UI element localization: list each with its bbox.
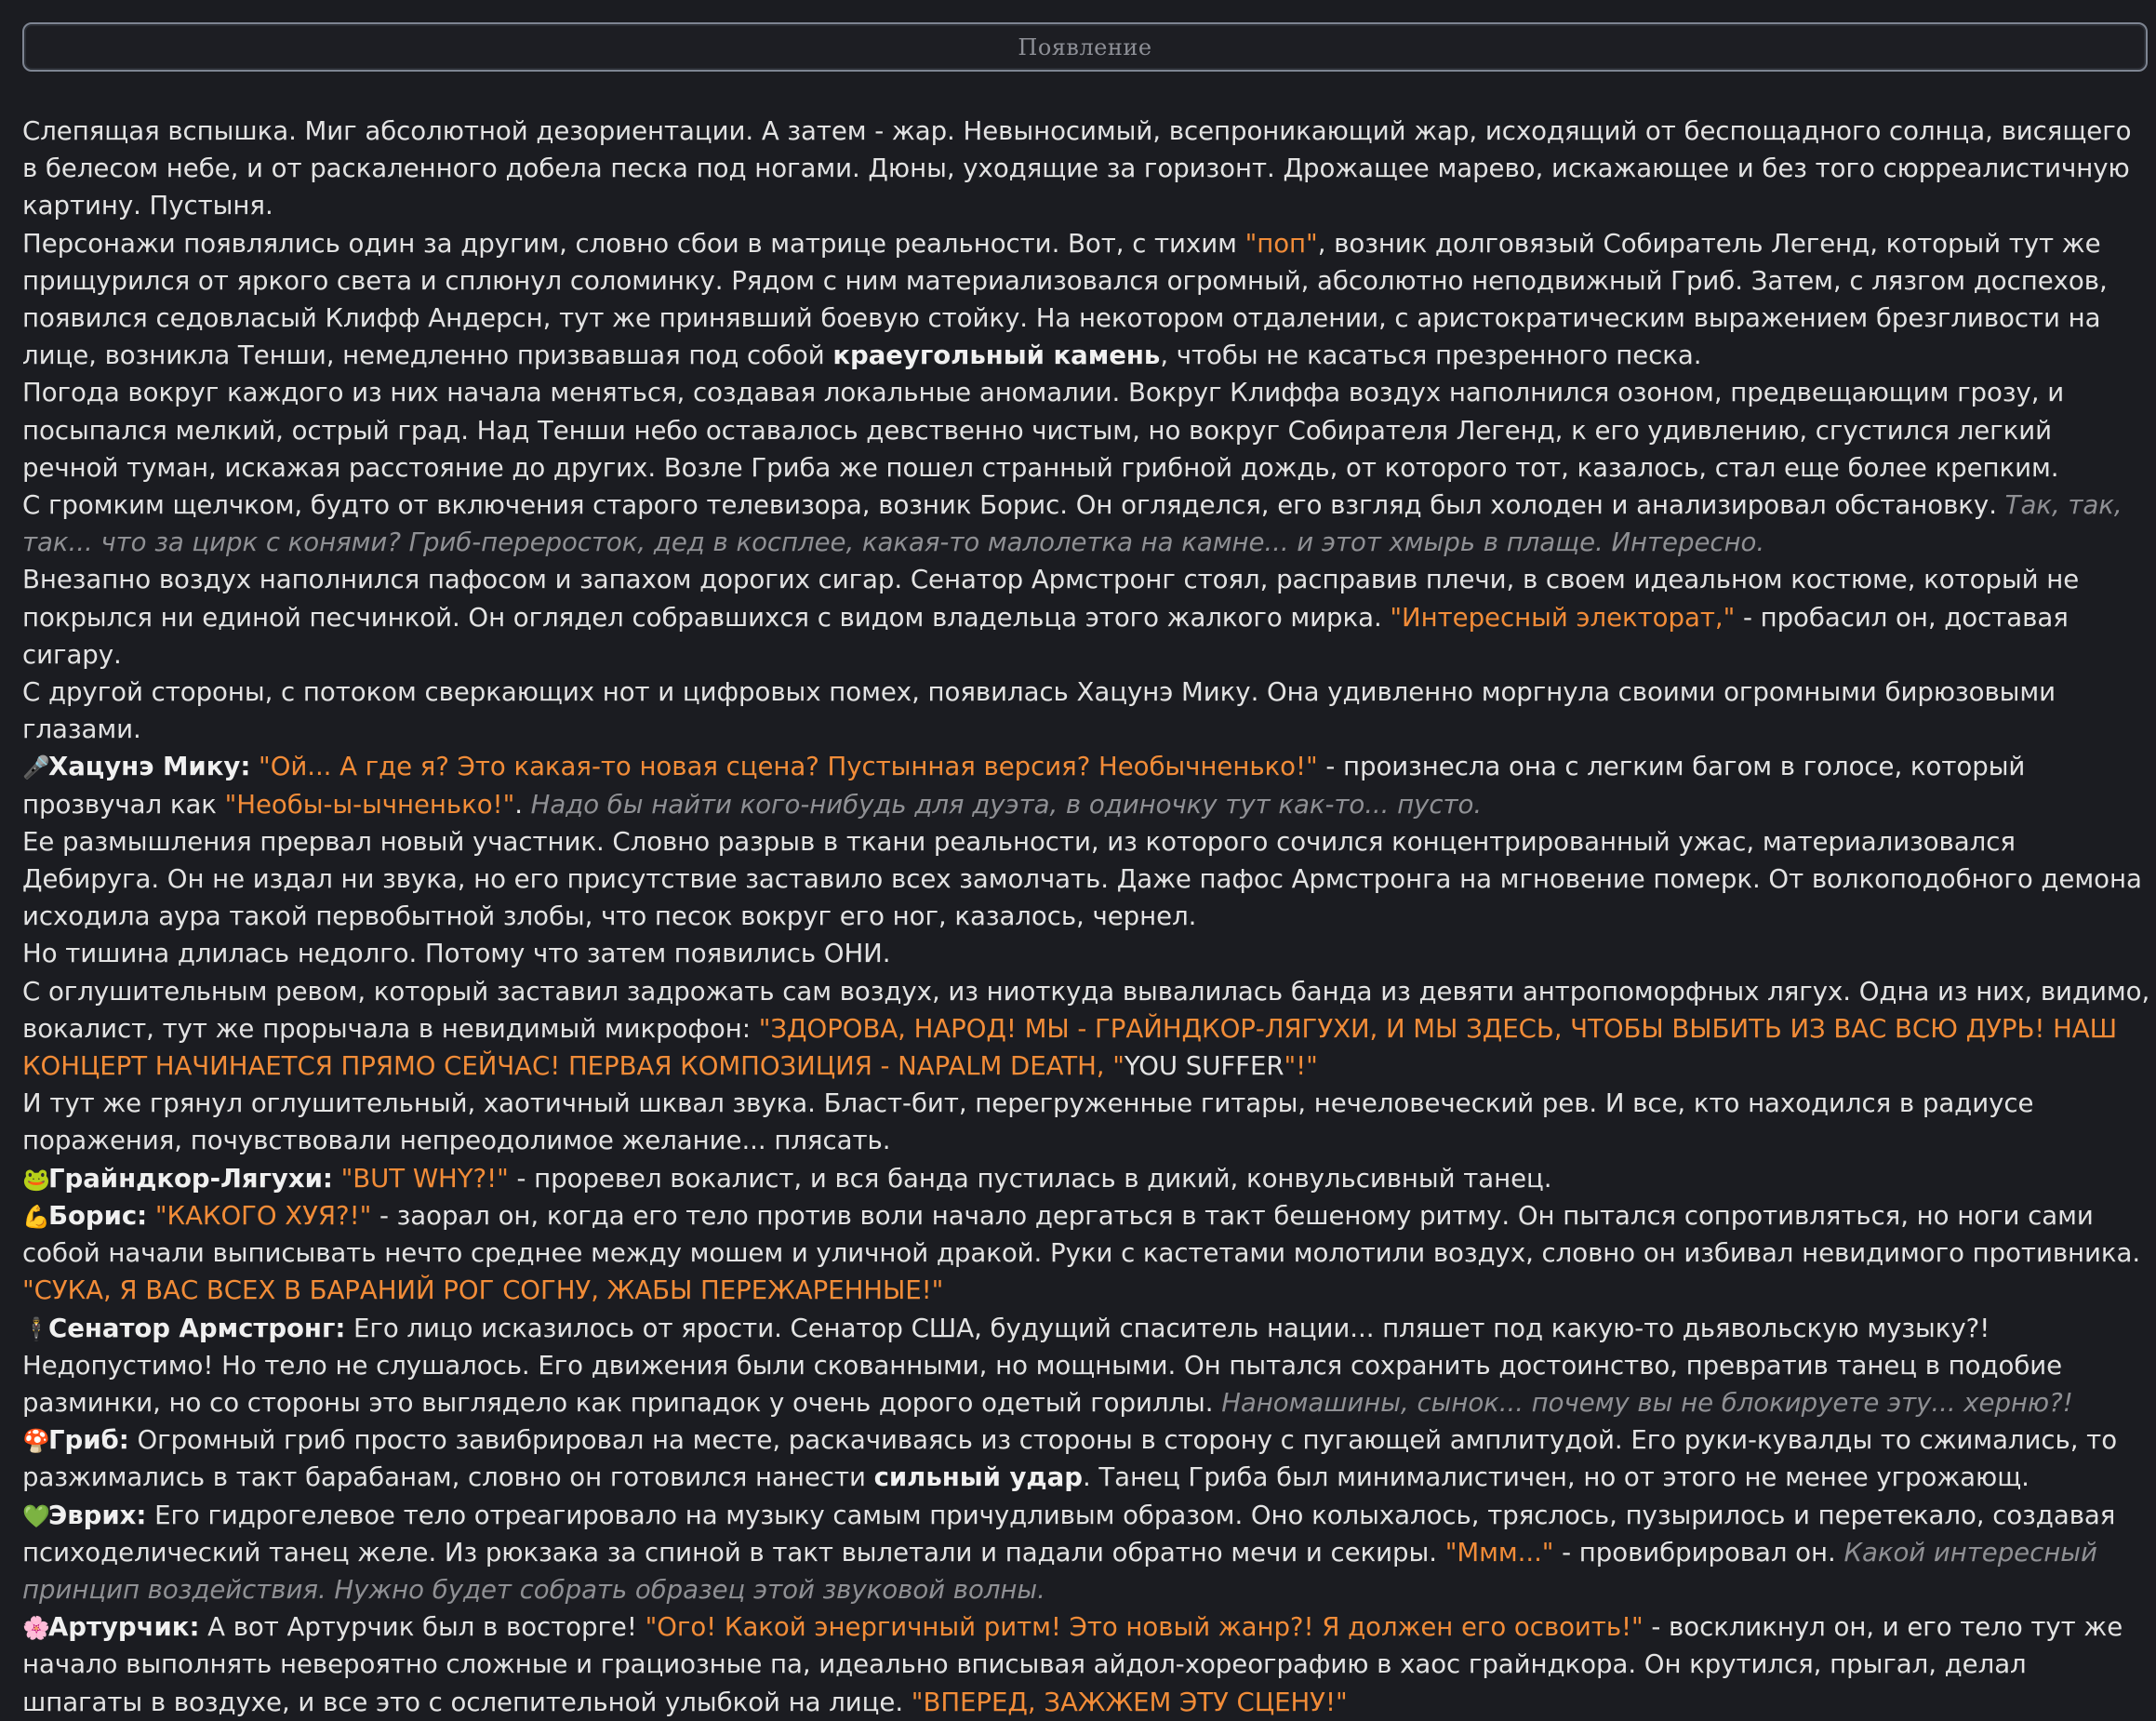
narration-text: Внезапно воздух наполнился пафосом и запахом дорогих сигар. Сенатор Армстронг стоял, расправив плечи, в своем идеальном костюме, который не покрылся ни единой песчинкой. Он оглядел собравшихся с видом владельца этого жалкого мирка.: [22, 564, 2080, 633]
story-paragraph: [22, 225, 2154, 375]
narration-text: Слепящая вспышка. Миг абсолютной дезориентации. А затем - жар. Невыносимый, всепроникающий жар, исходящий от беспощадного солнца, висящего в белесом небе, и от раскаленного добела песка под ногами. Дюны, уходящие за горизонт. Дрожащее марево, искажающее и без того сюрреалистичную картину. Пустыня.: [22, 115, 2132, 221]
story-paragraph: [22, 1085, 2154, 1159]
quote-text: "Ой... А где я? Это какая-то новая сцена? Пустынная версия? Необычненько!": [259, 751, 1318, 782]
scene-title: Появление: [1018, 33, 1152, 60]
narration-text: А вот Артурчик был в восторге!: [199, 1611, 645, 1643]
story-paragraph: [22, 973, 2154, 1086]
narration-text: И тут же грянул оглушительный, хаотичный шквал звука. Бласт-бит, перегруженные гитары, нечеловеческий рев. И все, кто находился в радиусе поражения, почувствовали непреодолимое желание... плясать.: [22, 1087, 2034, 1156]
narration-text: [250, 751, 259, 781]
narration-text: - пробасил он, доставая сигару.: [22, 601, 2069, 670]
narration-text: - воскликнул он, и его тело тут же начало выполнять невероятно сложные и грациозные па, идеально вписывая айдол-хореографию в хаос грайндкора. Он крутился, прыгал, делал шпагаты в воздухе, и все это с ослепительной улыбкой на лице.: [22, 1611, 2123, 1717]
narration-text: Его гидрогелевое тело отреагировало на музыку самым причудливым образом. Оно колыхалось, тряслось, пузырилось и перетекало, создавая психоделический танец желе. Из рюкзака за спиной в такт вылетали и падали обратно мечи и секиры.: [22, 1499, 2116, 1568]
narration-text: , чтобы не касаться презренного песка.: [1160, 340, 1702, 371]
story-paragraph: [22, 935, 2154, 972]
narration-text: YOU SUFFER: [1124, 1050, 1284, 1082]
narration-text: - проревел вокалист, и вся банда пустилась в дикий, конвульсивный танец.: [508, 1162, 1552, 1194]
narration-text: С громким щелчком, будто от включения старого телевизора, возник Борис. Он огляделся, его взгляд был холоден и анализировал обстановку.: [22, 489, 2005, 521]
narration-text: Его лицо исказилось от ярости. Сенатор США, будущий спаситель нации... пляшет под какую-то дьявольскую музыку?! Недопустимо! Но тело не слушалось. Его движения были скованными, но мощными. Он пытался сохранить достоинство, превратив танец в подобие разминки, но со стороны это выглядело как припадок у очень дорого одетый гориллы.: [22, 1312, 2063, 1418]
thought-text: Какой интересный принцип воздействия. Нужно будет собрать образец этой звуковой волны.: [22, 1536, 2097, 1605]
microphone-icon: 🎤: [22, 754, 50, 781]
narration-text: . Танец Гриба был минималистичен, но от этого не менее угрожающ.: [1082, 1461, 2030, 1493]
story-paragraph: [22, 674, 2154, 748]
story-paragraph: [22, 113, 2154, 225]
quote-text: "СУКА, Я ВАС ВСЕХ В БАРАНИЙ РОГ СОГНУ, ЖАБЫ ПЕРЕЖАРЕННЫЕ!": [22, 1274, 944, 1306]
story-paragraph: [22, 1608, 2154, 1721]
narration-text: С другой стороны, с потоком сверкающих нот и цифровых помех, появилась Хацунэ Мику. Она удивленно моргнула своими огромными бирюзовыми глазами.: [22, 676, 2056, 745]
narration-text: - провибрировал он.: [1553, 1536, 1844, 1568]
bold-text: Хацунэ Мику:: [48, 751, 251, 782]
bold-text: Грайндкор-Лягухи:: [48, 1162, 333, 1194]
narration-text: Но тишина длилась недолго. Потому что затем появились ОНИ.: [22, 938, 891, 969]
story-paragraph: [22, 561, 2154, 674]
cherry-blossom-icon: 🌸: [22, 1615, 50, 1642]
narration-text: [333, 1163, 341, 1194]
thought-text: Так, так, так... что за цирк с конями? Гриб-переросток, дед в косплее, какая-то малолетка на камне... и этот хмырь в плаще. Интересно.: [22, 489, 2123, 558]
thought-text: Наномашины, сынок... почему вы не блокируете эту... херню?!: [1221, 1386, 2073, 1418]
narration-text: [147, 1200, 155, 1231]
narration-text: Ее размышления прервал новый участник. Словно разрыв в ткани реальности, из которого сочился концентрированный ужас, материализовался Дебируга. Он не издал ни звука, но его присутствие заставило всех замолчать. Даже пафос Армстронга на мгновение померк. От волкоподобного демона исходила аура такой первобытной злобы, что песок вокруг его ног, казалось, чернел.: [22, 825, 2142, 932]
narration-text: Погода вокруг каждого из них начала меняться, создавая локальные аномалии. Вокруг Клиффа воздух наполнился озоном, предвещающим грозу, и посыпался мелкий, острый град. Над Тенши небо оставалось девственно чистым, но вокруг Собирателя Легенд, к его удивлению, сгустился легкий речной туман, искажая расстояние до других. Возле Гриба же пошел странный грибной дождь, от которого тот, казалось, стал еще более крепким.: [22, 377, 2065, 483]
story-paragraph: [22, 1160, 2154, 1197]
quote-text: "Ого! Какой энергичный ритм! Это новый жанр?! Я должен его освоить!": [645, 1611, 1644, 1643]
narration-text: .: [514, 788, 531, 820]
story-paragraph: [22, 374, 2154, 487]
narration-text: Огромный гриб просто завибрировал на месте, раскачиваясь из стороны в сторону с пугающей амплитудой. Его руки-кувалды то сжимались, то разжимались в такт барабанам, словно он готовился нанести: [22, 1424, 2118, 1493]
narration-text: Персонажи появлялись один за другим, словно сбои в матрице реальности. Вот, с тихим: [22, 227, 1245, 259]
narration-text: - произнесла она с легким багом в голосе, который прозвучал как: [22, 751, 2026, 820]
narration-text: С оглушительным ревом, который заставил задрожать сам воздух, из ниоткуда вывалилась банда из девяти антропоморфных лягух. Одна из них, видимо, вокалист, тут же прорычала в невидимый микрофон:: [22, 975, 2150, 1044]
frog-icon: 🐸: [22, 1166, 50, 1193]
story-paragraph: [22, 487, 2154, 561]
quote-text: "КАКОГО ХУЯ?!": [154, 1199, 372, 1231]
bold-text: Гриб:: [48, 1424, 129, 1456]
quote-text: "Интересный электорат,": [1390, 601, 1736, 633]
story-paragraph: [22, 1497, 2154, 1609]
thought-text: Надо бы найти кого-нибудь для дуэта, в одиночку тут как-то... пусто.: [530, 788, 1483, 820]
senator-icon: 🕴: [22, 1315, 50, 1342]
mushroom-icon: 🍄: [22, 1428, 50, 1455]
story-paragraph: [22, 1197, 2154, 1310]
green-heart-icon: 💚: [22, 1502, 50, 1529]
narration-text: , возник долговязый Собиратель Легенд, который тут же прищурился от яркого света и сплюнул соломинку. Рядом с ним материализовался огромный, абсолютно неподвижный Гриб. Затем, с лязгом доспехов, появился седовласый Клифф Андерсн, тут же принявший боевую стойку. На некотором отдалении, с аристократическим выражением брезгливости на лице, возникла Тенши, немедленно призвавшая под собой: [22, 227, 2108, 371]
story-text: [22, 113, 2154, 1721]
bold-text: краеугольный камень: [832, 340, 1161, 371]
quote-text: "ЗДОРОВА, НАРОД! МЫ - ГРАЙНДКОР-ЛЯГУХИ, И МЫ ЗДЕСЬ, ЧТОБЫ ВЫБИТЬ ИЗ ВАС ВСЮ ДУРЬ! НАШ КОНЦЕРТ НАЧИНАЕТСЯ ПРЯМО СЕЙЧАС! ПЕРВАЯ КОМПОЗИЦИЯ - NAPALM DEATH, ": [22, 1012, 2118, 1082]
story-paragraph: [22, 1310, 2154, 1422]
quote-text: "Ммм...": [1444, 1536, 1554, 1568]
flexed-arm-icon: 💪: [22, 1203, 50, 1230]
bold-text: сильный удар: [873, 1461, 1083, 1493]
bold-text: Артурчик:: [48, 1611, 200, 1643]
quote-text: "!": [1284, 1050, 1318, 1082]
narration-text: - заорал он, когда его тело против воли начало дергаться в такт бешеному ритму. Он пытался сопротивляться, но ноги сами собой начали выписывать нечто среднее между мошем и уличной дракой. Руки с кастетами молотили воздух, словно он избивал невидимого противника.: [22, 1199, 2141, 1269]
story-paragraph: [22, 1421, 2154, 1496]
bold-text: Борис:: [48, 1199, 148, 1231]
quote-text: "Необы-ы-ычненько!": [224, 788, 515, 820]
quote-text: "BUT WHY?!": [340, 1162, 509, 1194]
quote-text: "ВПЕРЕД, ЗАЖЖЕМ ЭТУ СЦЕНУ!": [911, 1686, 1348, 1717]
quote-text: "поп": [1244, 227, 1318, 259]
bold-text: Эврих:: [48, 1499, 147, 1530]
bold-text: Сенатор Армстронг:: [48, 1312, 346, 1343]
story-paragraph: [22, 748, 2154, 822]
story-paragraph: [22, 823, 2154, 936]
scene-title-box: [22, 22, 2148, 72]
